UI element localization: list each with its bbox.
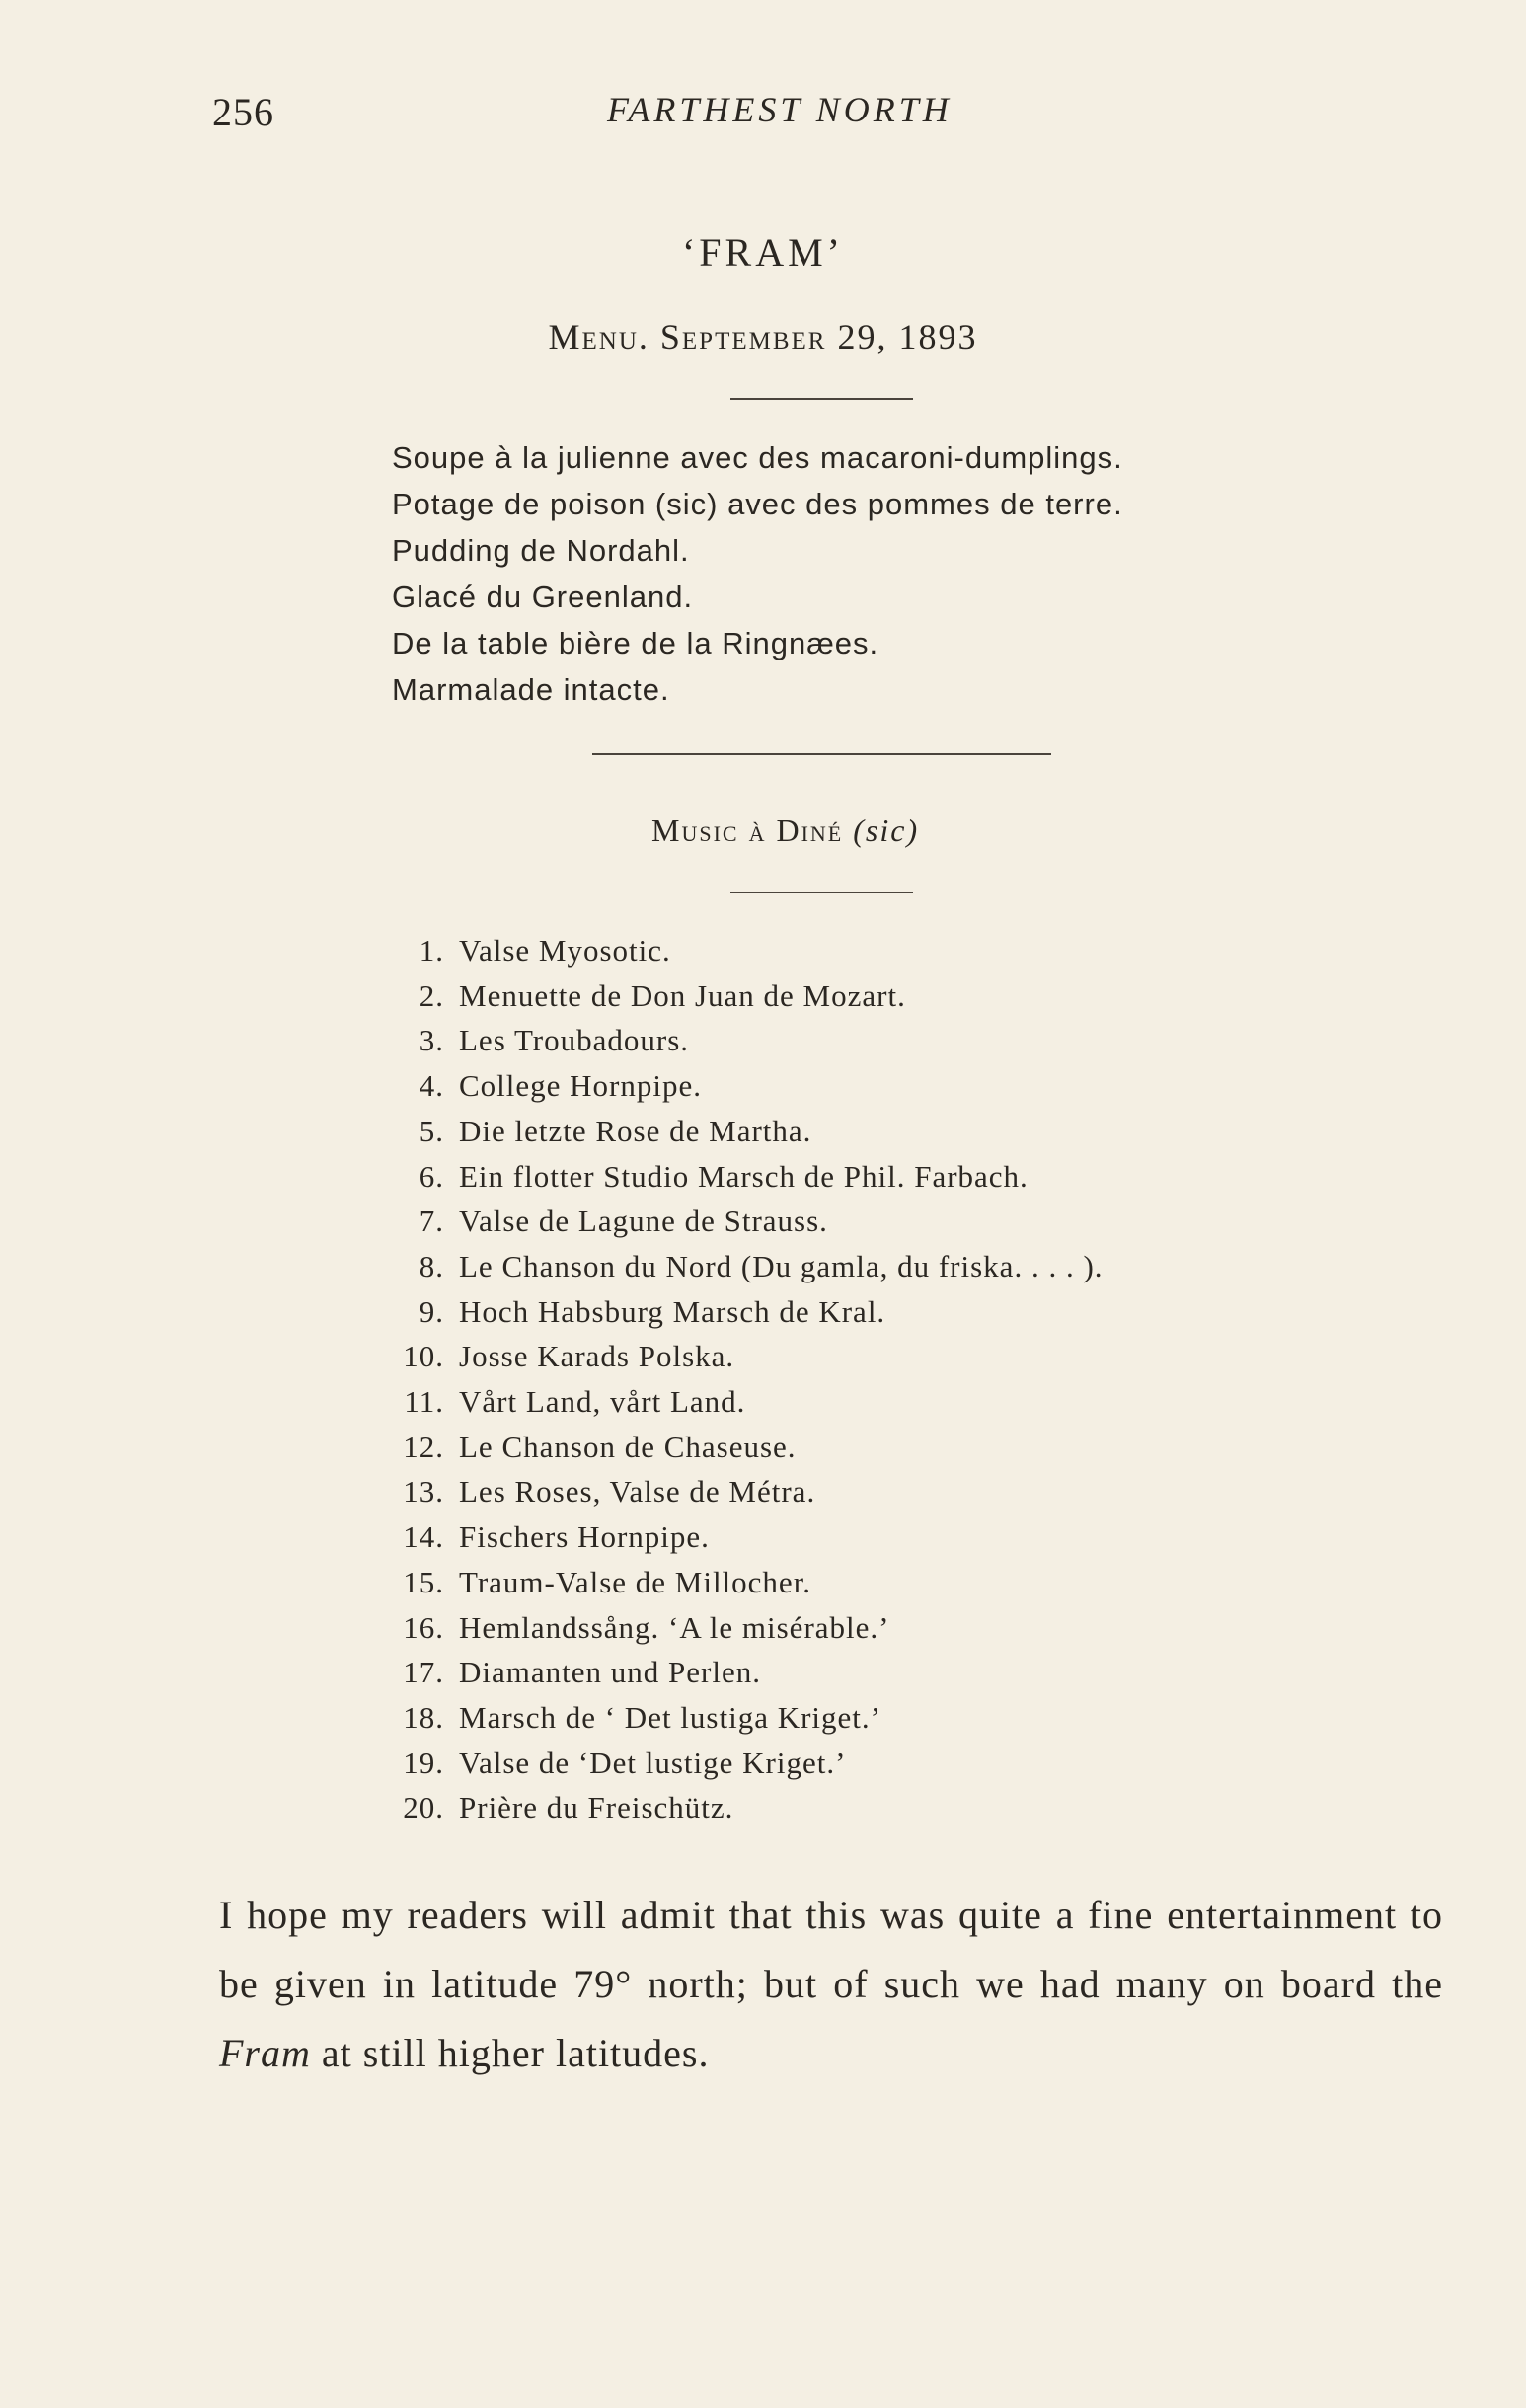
ship-name: Fram <box>219 2031 311 2075</box>
page-number: 256 <box>212 90 274 134</box>
music-item-number: 4. <box>419 1068 444 1104</box>
music-item-number: 10. <box>403 1339 444 1374</box>
music-item-number: 12. <box>403 1429 444 1464</box>
music-item-number: 15. <box>403 1564 444 1599</box>
menu-list <box>392 434 1123 713</box>
music-item-title: Menuette de Don Juan de Mozart. <box>459 977 906 1013</box>
music-item-number: 11. <box>404 1384 444 1420</box>
music-item-title: Hoch Habsburg Marsch de Kral. <box>459 1293 886 1329</box>
music-item-title: Valse de ‘Det lustige Kriget.’ <box>459 1745 847 1780</box>
music-item <box>375 1199 1104 1244</box>
menu-item: Pudding de Nordahl. <box>392 533 690 568</box>
music-item-title: Prière du Freischütz. <box>459 1790 734 1825</box>
music-item <box>375 1425 1104 1470</box>
music-item-title: Vårt Land, vårt Land. <box>459 1384 746 1420</box>
music-list <box>375 928 1104 1830</box>
music-item <box>375 1334 1104 1379</box>
music-item-title: Les Roses, Valse de Métra. <box>459 1474 816 1510</box>
music-item <box>375 973 1104 1019</box>
music-item-number: 20. <box>403 1790 444 1825</box>
music-item <box>375 1018 1104 1063</box>
paragraph-text: at still higher latitudes. <box>310 2031 710 2075</box>
music-item-title: Josse Karads Polska. <box>459 1339 735 1374</box>
music-item-number: 13. <box>403 1474 444 1510</box>
paragraph-text: I hope my readers will admit that this was quite a fine entertainment to be given in latitude 79° north; but of such we had many on board the <box>219 1893 1443 2006</box>
music-item-title: Diamanten und Perlen. <box>459 1655 761 1690</box>
music-item-title: Les Troubadours. <box>459 1023 690 1058</box>
music-heading-sic: (sic) <box>853 813 920 848</box>
music-item-number: 14. <box>403 1519 444 1555</box>
menu-item: Potage de poison (sic) avec des pommes de terre. <box>392 487 1123 521</box>
music-item <box>375 1741 1104 1786</box>
music-item <box>375 1515 1104 1560</box>
menu-item: De la table bière de la Ringnæes. <box>392 626 879 660</box>
menu-title: ‘FRAM’ <box>681 230 845 274</box>
music-item-title: Valse Myosotic. <box>459 933 671 968</box>
divider-rule <box>592 753 1051 755</box>
music-item <box>375 1785 1104 1830</box>
music-item-title: Ein flotter Studio Marsch de Phil. Farbach. <box>459 1158 1029 1194</box>
music-item-number: 8. <box>419 1248 444 1283</box>
music-item <box>375 1289 1104 1335</box>
music-item-number: 2. <box>419 977 444 1013</box>
music-item-title: Hemlandssång. ‘A le misérable.’ <box>459 1609 890 1645</box>
page-header <box>212 89 1101 138</box>
music-item-title: Fischers Hornpipe. <box>459 1519 710 1555</box>
music-item-number: 16. <box>403 1609 444 1645</box>
music-item <box>375 1650 1104 1695</box>
music-item <box>375 1695 1104 1741</box>
music-item-title: Marsch de ‘ Det lustiga Kriget.’ <box>459 1699 881 1735</box>
music-item <box>375 1063 1104 1109</box>
music-item-title: College Hornpipe. <box>459 1068 703 1104</box>
music-item <box>375 1379 1104 1425</box>
music-item-title: Le Chanson du Nord (Du gamla, du friska. . . . ). <box>459 1248 1104 1283</box>
music-item-number: 6. <box>419 1158 444 1194</box>
running-head: FARTHEST NORTH <box>607 90 953 129</box>
closing-paragraph <box>219 1881 1443 2088</box>
music-item <box>375 928 1104 973</box>
music-heading-text: Music à Diné <box>651 813 844 848</box>
music-item <box>375 1109 1104 1154</box>
music-item <box>375 1469 1104 1515</box>
music-item <box>375 1605 1104 1651</box>
music-item-number: 18. <box>403 1699 444 1735</box>
menu-item: Glacé du Greenland. <box>392 580 694 614</box>
music-item-title: Die letzte Rose de Martha. <box>459 1113 812 1148</box>
music-item-number: 7. <box>419 1204 444 1239</box>
music-item-title: Le Chanson de Chaseuse. <box>459 1429 797 1464</box>
music-item-number: 17. <box>403 1655 444 1690</box>
music-heading <box>651 813 919 849</box>
music-item-title: Valse de Lagune de Strauss. <box>459 1204 828 1239</box>
divider-rule <box>730 892 913 893</box>
music-item-number: 5. <box>419 1113 444 1148</box>
music-item-number: 3. <box>419 1023 444 1058</box>
music-item <box>375 1560 1104 1605</box>
menu-item: Soupe à la julienne avec des macaroni-dumplings. <box>392 440 1123 475</box>
music-item-title: Traum-Valse de Millocher. <box>459 1564 812 1599</box>
music-item-number: 9. <box>419 1293 444 1329</box>
music-item-number: 19. <box>403 1745 444 1780</box>
music-item <box>375 1244 1104 1289</box>
menu-subtitle: Menu. September 29, 1893 <box>548 317 978 356</box>
divider-rule <box>730 398 913 400</box>
music-item <box>375 1154 1104 1200</box>
menu-item: Marmalade intacte. <box>392 672 670 707</box>
music-item-number: 1. <box>419 933 444 968</box>
